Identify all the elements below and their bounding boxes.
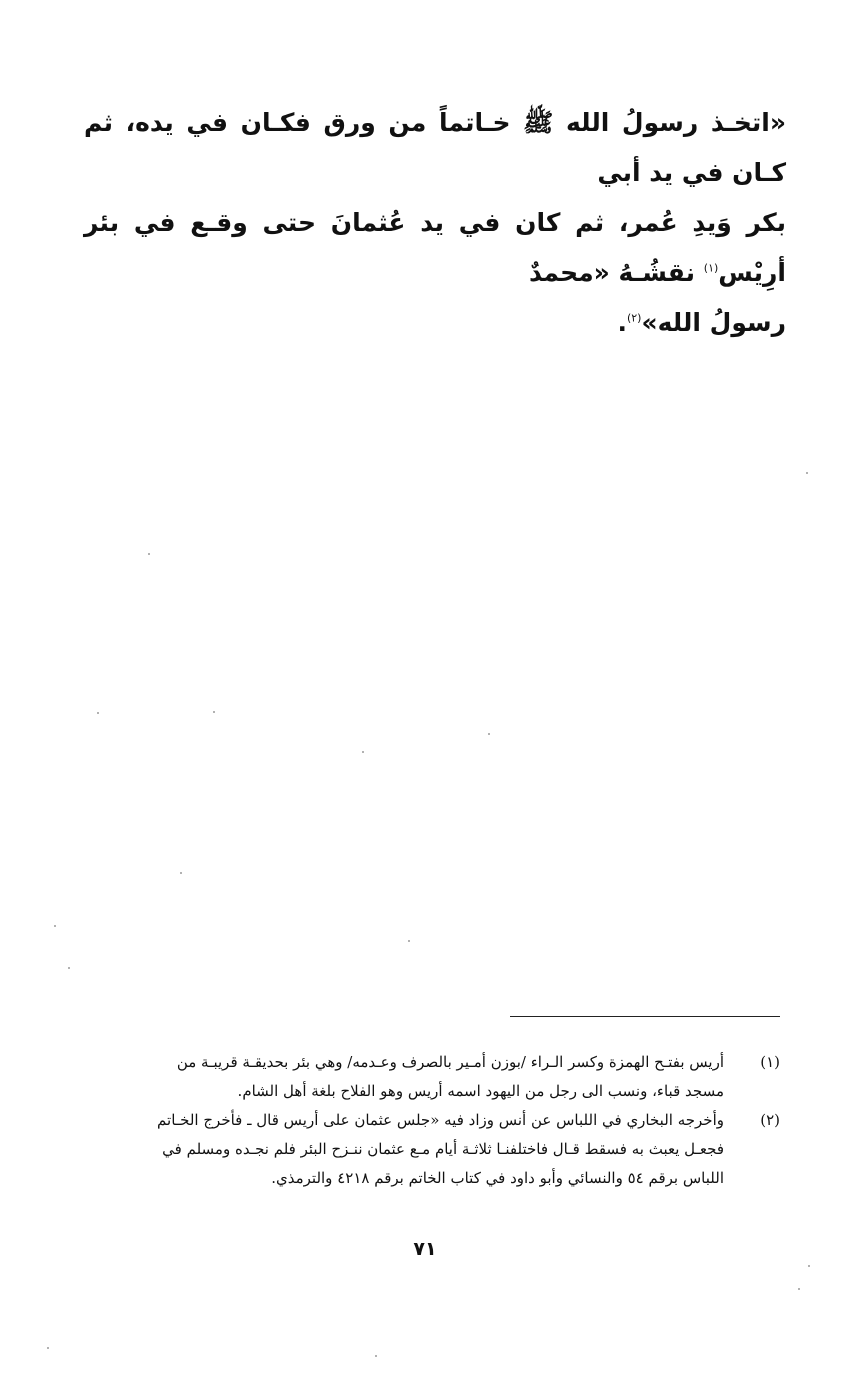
- footnote-1-line-2: مسجد قباء، ونسب الى رجل من اليهود اسمه أريس وهو الفلاح بلغة أهل الشام.: [237, 1082, 724, 1100]
- footnote-number: (١): [760, 1053, 780, 1071]
- scan-speck: [798, 1288, 800, 1290]
- scan-speck: [488, 733, 490, 735]
- footnote-2-line-2: فجعـل يعبث به فسقط قـال فاختلفنـا ثلاثـة أيام مـع عثمان ننـزح البئر فلم نجـده ومسلم في: [162, 1140, 724, 1158]
- scan-speck: [97, 712, 99, 714]
- main-line-3-text: رسولُ الله»: [641, 308, 786, 337]
- footnote-2-line-3: اللباس برقم ٥٤ والنسائي وأبو داود في كتاب الخاتم برقم ٤٢١٨ والترمذي.: [271, 1169, 724, 1187]
- footnote-separator: [510, 1016, 780, 1017]
- scan-speck: [68, 967, 70, 969]
- main-line-2: [84, 198, 786, 298]
- scan-speck: [362, 751, 364, 753]
- footnote-2-line-1: وأخرجه البخاري في اللباس عن أنس وزاد فيه «جلس عثمان على أريس قال ـ فأخرج الخـاتم: [157, 1111, 724, 1129]
- footnote-ref-1: (١): [703, 261, 719, 275]
- main-line-3: [84, 298, 786, 348]
- scan-speck: [408, 940, 410, 942]
- scan-speck: [375, 1355, 377, 1357]
- scan-speck: [806, 472, 808, 474]
- scan-speck: [180, 872, 182, 874]
- main-line-1: «اتخـذ رسولُ الله ﷺ خـاتماً من ورق فكـان في يده، ثم كـان في يد أبي: [84, 108, 786, 187]
- scan-speck: [54, 925, 56, 927]
- main-paragraph: [84, 98, 786, 348]
- footnote-1: [86, 1048, 786, 1106]
- page-number: ٧١: [413, 1238, 437, 1260]
- main-line-3-period: .: [617, 308, 627, 337]
- scan-speck: [47, 1347, 49, 1349]
- footnote-2: [86, 1106, 786, 1193]
- main-line-2-text: بكر وَيدِ عُمر، ثم كان في يد عُثمانَ حتى وقـع في بئر أرِيْس: [84, 208, 786, 287]
- footnote-1-line-1: أريس بفتـح الهمزة وكسر الـراء /بوزن أمـير بالصرف وعـدمه/ وهي بئر بحديقـة قريبـة من: [176, 1053, 724, 1071]
- footnotes: [86, 1048, 786, 1193]
- footnote-ref-2: (٢): [626, 311, 642, 325]
- scan-speck: [148, 553, 150, 555]
- main-line-2-end: نقشُـهُ «محمدٌ: [528, 258, 696, 287]
- footnote-number: (٢): [760, 1111, 780, 1129]
- scan-speck: [213, 711, 215, 713]
- scan-speck: [808, 1265, 810, 1267]
